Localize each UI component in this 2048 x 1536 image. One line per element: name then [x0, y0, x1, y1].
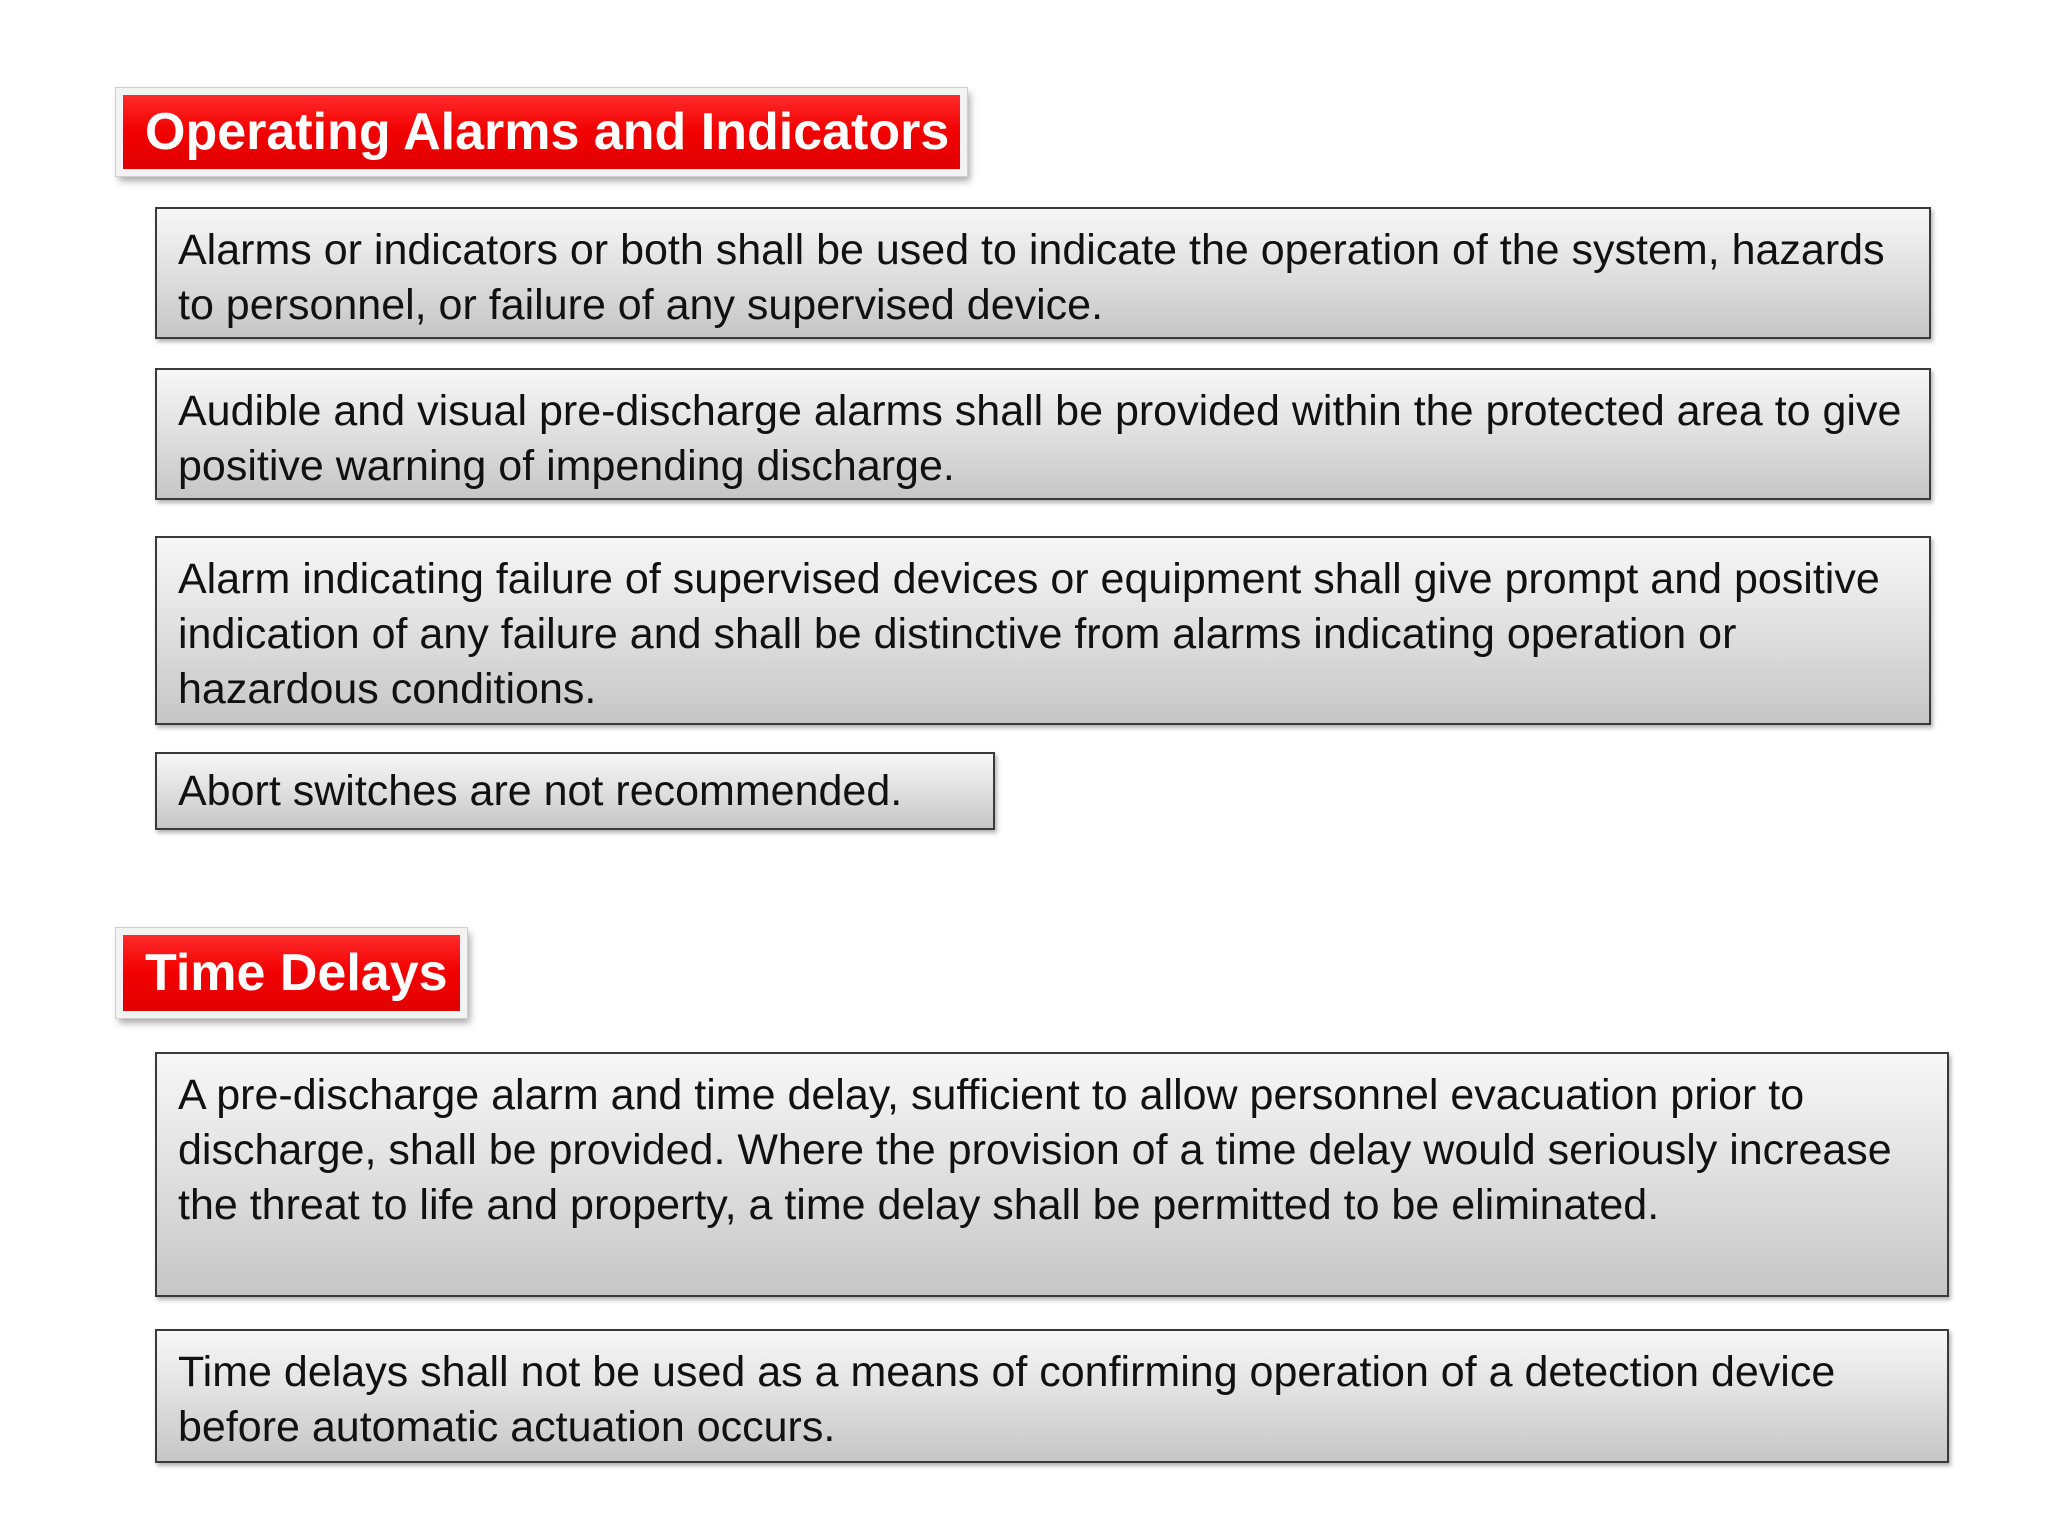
text-box-pre-discharge-alarms: Audible and visual pre-discharge alarms shall be provided within the protected area to give positive warning of impending discharge. — [155, 368, 1931, 500]
text-box-alarms-or-indicators: Alarms or indicators or both shall be used to indicate the operation of the system, hazards to personnel, or failure of any supervised device. — [155, 207, 1931, 339]
text-box-abort-switches: Abort switches are not recommended. — [155, 752, 995, 830]
section-heading-time-delays: Time Delays — [116, 928, 467, 1018]
text-box-failure-alarm: Alarm indicating failure of supervised devices or equipment shall give prompt and positive indication of any failure and shall be distinctive from alarms indicating operation or hazardous conditions. — [155, 536, 1931, 725]
text-box-time-delay-provision: A pre-discharge alarm and time delay, sufficient to allow personnel evacuation prior to discharge, shall be provided. Where the provision of a time delay would seriously increase the threat to life and property, a time delay shall be permitted to be eliminated. — [155, 1052, 1949, 1297]
text-box-time-delay-confirmation: Time delays shall not be used as a means of confirming operation of a detection device before automatic actuation occurs. — [155, 1329, 1949, 1463]
section-heading-operating-alarms: Operating Alarms and Indicators — [116, 88, 967, 176]
